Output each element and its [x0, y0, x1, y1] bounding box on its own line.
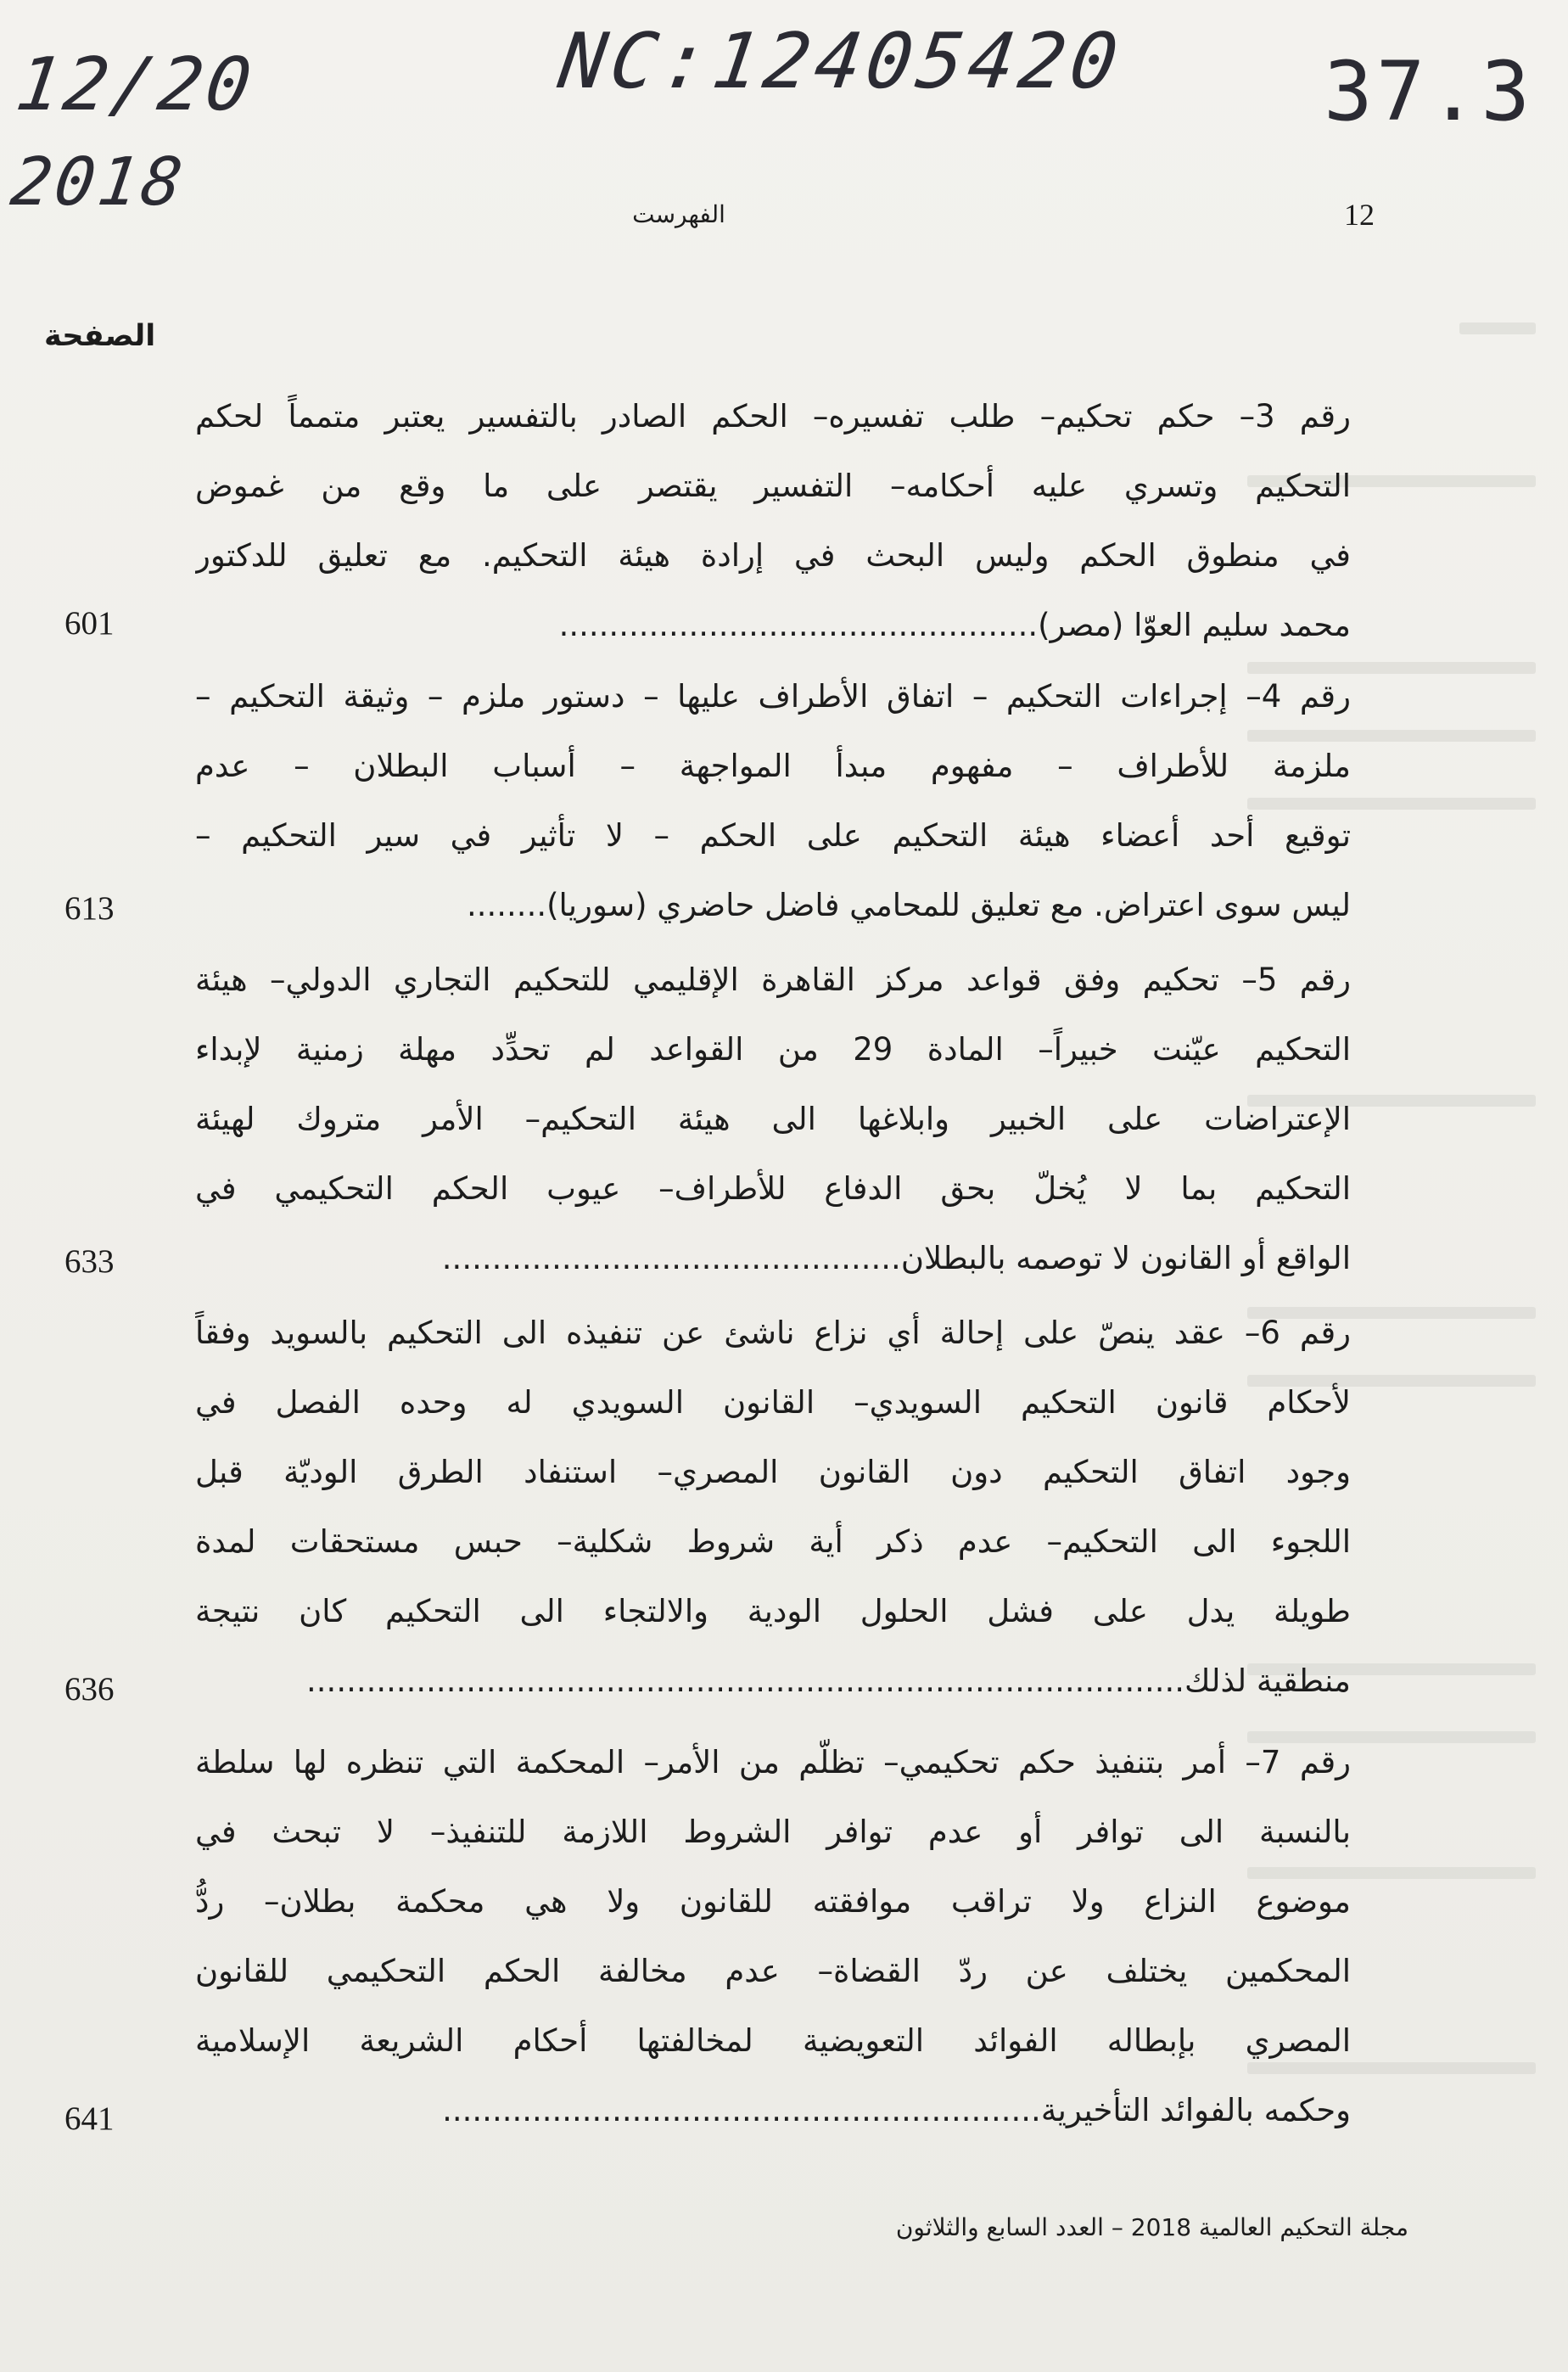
entry-line: توقيع أحد أعضاء هيئة التحكيم على الحكم – لا تأثير في سير التحكيم –	[195, 817, 1351, 854]
toc-entry-5	[195, 945, 1351, 1293]
entry-line: اللجوء الى التحكيم– عدم ذكر أية شروط شكلية– حبس مستحقات لمدة	[195, 1523, 1351, 1560]
entry-line: التحكيم بما لا يُخلّ بحق الدفاع للأطراف– عيوب الحكم التحكيمي في	[195, 1170, 1351, 1207]
entry-line: ملزمة للأطراف – مفهوم مبدأ المواجهة – أسباب البطلان – عدم	[195, 748, 1351, 784]
entry-line: بالنسبة الى توافر أو عدم توافر الشروط اللازمة للتنفيذ– لا تبحث في	[195, 1814, 1351, 1850]
toc-page-ref: 613	[64, 890, 115, 927]
entry-line: التحكيم عيّنت خبيراً– المادة 29 من القواعد لم تحدِّد مهلة زمنية لإبداء	[195, 1031, 1351, 1068]
page-number: 12	[1344, 198, 1375, 232]
entry-line: طويلة يدل على فشل الحلول الودية والالتجاء الى التحكيم كان نتيجة	[195, 1593, 1351, 1629]
toc-page-ref: 601	[64, 605, 115, 642]
entry-line: محمد سليم العوّا (مصر)................................................	[558, 607, 1351, 643]
entry-line: رقم 4– إجراءات التحكيم – اتفاق الأطراف عليها – دستور ملزم – وثيقة التحكيم –	[195, 678, 1351, 715]
toc-entry-3	[195, 382, 1351, 660]
handwritten-code: NC:12405420	[553, 17, 1128, 106]
entry-line: المحكمين يختلف عن ردّ القضاة– عدم مخالفة الحكم التحكيمي للقانون	[195, 1953, 1351, 1989]
bleed-through-text	[1459, 322, 1536, 334]
entry-line: الواقع أو القانون لا توصمه بالبطلان..............................................	[441, 1240, 1351, 1276]
journal-footer: مجلة التحكيم العالمية 2018 – العدد السابع والثلاثون	[895, 2213, 1408, 2241]
handwritten-reference: 37.3	[1324, 44, 1534, 139]
entry-line: التحكيم وتسري عليه أحكامه– التفسير يقتصر على ما وقع من غموض	[195, 468, 1351, 504]
handwritten-year: 2018	[6, 144, 191, 221]
entry-line: الإعتراضات على الخبير وابلاغها الى هيئة التحكيم– الأمر متروك لهيئة	[195, 1101, 1351, 1137]
toc-page-ref: 633	[64, 1243, 115, 1280]
toc-entry-4	[195, 662, 1351, 940]
entry-line: المصري بإبطاله الفوائد التعويضية لمخالفتها أحكام الشريعة الإسلامية	[195, 2022, 1351, 2059]
entry-line: وحكمه بالفوائد التأخيرية............................................................	[442, 2092, 1351, 2128]
entry-line: رقم 3– حكم تحكيم– طلب تفسيره– الحكم الصادر بالتفسير يعتبر متمماً لحكم	[195, 398, 1351, 435]
entry-line: لأحكام قانون التحكيم السويدي– القانون السويدي له وحده الفصل في	[195, 1384, 1351, 1421]
entry-line: رقم 6– عقد ينصّ على إحالة أي نزاع ناشئ عن تنفيذه الى التحكيم بالسويد وفقاً	[195, 1315, 1351, 1351]
entry-line: وجود اتفاق التحكيم دون القانون المصري– استنفاد الطرق الوديّة قبل	[195, 1454, 1351, 1490]
entry-line: في منطوق الحكم وليس البحث في إرادة هيئة التحكيم. مع تعليق للدكتور	[195, 537, 1351, 574]
entry-line: رقم 5– تحكيم وفق قواعد مركز القاهرة الإقليمي للتحكيم التجاري الدولي– هيئة	[195, 962, 1351, 998]
handwritten-date: 12/20	[10, 42, 260, 127]
toc-entry-7	[195, 1728, 1351, 2145]
entry-line: موضوع النزاع ولا تراقب موافقته للقانون ولا هي محكمة بطلان– ردُّ	[195, 1883, 1351, 1920]
page-column-heading: الصفحة	[44, 319, 156, 353]
toc-page-ref: 641	[64, 2100, 115, 2137]
entry-line: رقم 7– أمر بتنفيذ حكم تحكيمي– تظلّم من الأمر– المحكمة التي تنظره لها سلطة	[195, 1744, 1351, 1780]
entry-line: منطقية لذلك........................................................................................	[306, 1663, 1351, 1699]
toc-entry-6	[195, 1298, 1351, 1716]
entry-line: ليس سوى اعتراض. مع تعليق للمحامي فاضل حاضري (سوريا)........	[467, 887, 1351, 923]
running-header-title: الفهرست	[632, 201, 725, 227]
toc-page-ref: 636	[64, 1671, 115, 1708]
